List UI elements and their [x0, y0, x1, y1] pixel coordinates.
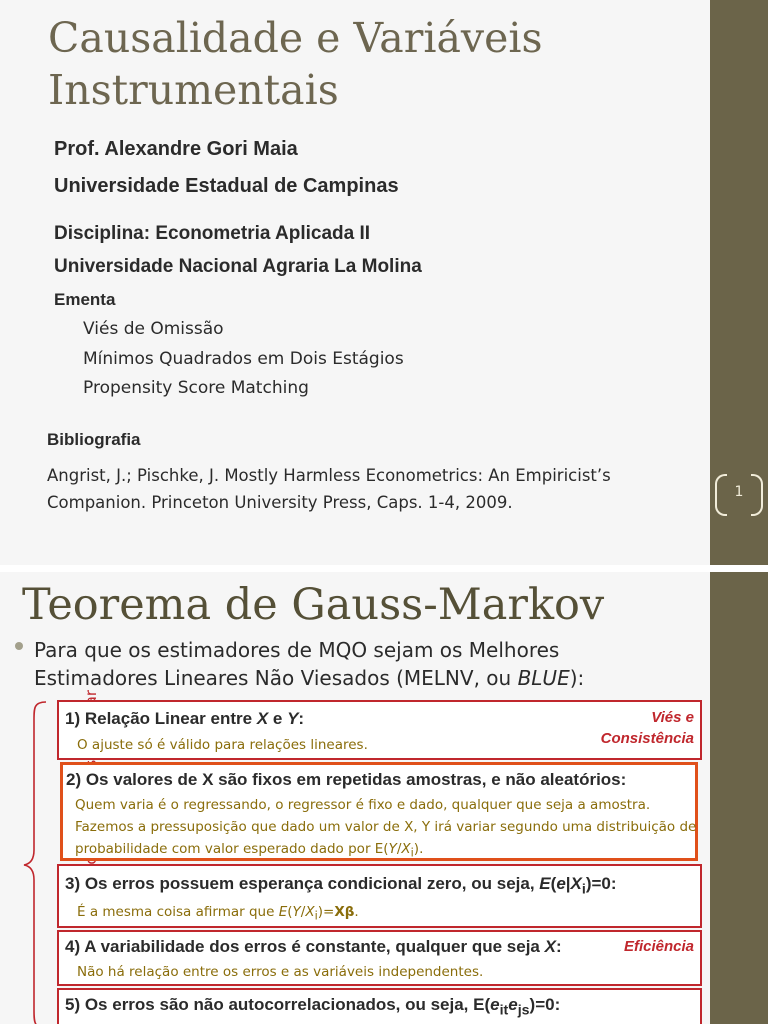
- vies-label-line-1: Viés e: [651, 709, 694, 726]
- side-accent-bar: [710, 572, 768, 1024]
- discipline-name: Disciplina: Econometria Aplicada II: [54, 223, 371, 244]
- page-number-badge: [715, 474, 763, 514]
- bullet-dot-icon: [15, 642, 23, 650]
- eficiencia-label: Eficiência: [623, 938, 694, 955]
- ementa-item: Viés de Omissão: [83, 319, 224, 339]
- subscript-i: i: [410, 846, 414, 860]
- ementa-item: Propensity Score Matching: [83, 378, 309, 398]
- var-y: Y: [287, 709, 299, 728]
- bullet-line-2-text: Estimadores Lineares Não Viesados (MELNV, ou: [34, 666, 518, 690]
- assumption-3-sub-text: É a mesma coisa afirmar que: [77, 904, 279, 920]
- assumption-4-text: 4) A variabilidade dos erros é constante, qualquer que seja: [65, 937, 545, 956]
- vies-consistencia-label: [601, 707, 694, 749]
- expectation-e: E: [539, 874, 551, 893]
- paren-close-eq: )=: [317, 904, 335, 920]
- bullet-line-2: [34, 664, 654, 692]
- assumption-4-explanation: Não há relação entre os erros e as variáveis independentes.: [77, 964, 484, 980]
- ementa-label: Ementa: [54, 290, 116, 309]
- var-x: X: [256, 709, 269, 728]
- blue-acronym: BLUE: [517, 666, 570, 690]
- error-e: e: [556, 874, 566, 893]
- ementa-item: Mínimos Quadrados em Dois Estágios: [83, 349, 404, 369]
- slash: /: [300, 904, 306, 920]
- assumption-1-explanation: O ajuste só é válido para relações lineares.: [77, 737, 368, 753]
- bibliography-text: Angrist, J.; Pischke, J. Mostly Harmless Econometrics: An Empiricist’s Companion. Princeton University Press, Caps. 1-4, 2009.: [47, 466, 611, 512]
- subscript-i: i: [314, 909, 318, 923]
- subscript-js: js: [517, 1002, 530, 1019]
- var-x: X: [544, 937, 556, 956]
- slash: /: [396, 841, 402, 857]
- var-x: X: [305, 904, 315, 920]
- bullet-line-1: Para que os estimadores de MQO sejam os Melhores: [34, 638, 560, 662]
- assumption-3-end: )=0:: [585, 874, 617, 893]
- subscript-i: i: [581, 881, 586, 898]
- assumption-2-text: Quem varia é o regressando, o regressor é fixo e dado, qualquer que seja a amostra. Fazemos a pressuposição que dado um valor de X, Y irá variar segundo uma distribuição de probabilidade com valor esperado dado por E(: [75, 797, 697, 857]
- assumption-3-text: 3) Os erros possuem esperança condicional zero, ou seja,: [65, 874, 540, 893]
- vies-label-line-2: Consistência: [600, 730, 694, 747]
- var-x: X: [570, 874, 582, 893]
- slide-1-title: Causalidade e Variáveis Instrumentais: [48, 14, 543, 114]
- var-y: Y: [292, 904, 301, 920]
- assumption-2-end: ).: [413, 841, 424, 857]
- slide-2: [0, 572, 768, 1024]
- assumption-4-header: [65, 937, 562, 957]
- institution-name: Universidade Estadual de Campinas: [54, 175, 399, 197]
- period: .: [354, 904, 359, 920]
- slide-separator: [0, 565, 768, 572]
- assumption-5-text: 5) Os erros são não autocorrelacionados, ou seja, E(: [65, 995, 491, 1014]
- assumption-5-box: [57, 988, 702, 1024]
- assumption-4-colon: :: [555, 937, 562, 956]
- page-number: 1: [734, 484, 744, 500]
- assumption-3-header: [65, 874, 617, 897]
- bibliography-label: Bibliografia: [47, 430, 141, 449]
- assumption-3-explanation: [77, 904, 359, 923]
- assumption-1-text: 1) Relação Linear entre: [65, 709, 257, 728]
- paren-open: (: [550, 874, 557, 893]
- bullet-text: [34, 636, 654, 692]
- paren-open: (: [287, 904, 293, 920]
- x-beta: Xβ: [334, 904, 355, 920]
- var-y: Y: [388, 841, 397, 857]
- error-e: e: [508, 995, 518, 1014]
- assumption-2-box: [60, 762, 698, 861]
- error-e: e: [490, 995, 500, 1014]
- assumption-1-box: [57, 700, 702, 760]
- conditional-bar: |: [565, 874, 571, 893]
- slide-2-title: Teorema de Gauss-Markov: [22, 580, 605, 630]
- assumption-1-colon: :: [298, 709, 305, 728]
- assumption-5-end: )=0:: [529, 995, 561, 1014]
- assumption-2-header: 2) Os valores de X são fixos em repetidas amostras, e não aleatórios:: [66, 770, 627, 789]
- bullet-line-2-end: ):: [569, 666, 585, 690]
- author-name: Prof. Alexandre Gori Maia: [54, 138, 298, 160]
- assumption-5-header: [65, 995, 560, 1018]
- assumption-2-explanation: [75, 794, 700, 865]
- subscript-it: it: [499, 1002, 509, 1019]
- assumption-3-box: [57, 864, 702, 928]
- institution-2-name: Universidade Nacional Agraria La Molina: [54, 256, 422, 277]
- assumption-1-conj: e: [268, 709, 288, 728]
- expectation-e: E: [278, 904, 288, 920]
- assumption-1-header: [65, 709, 304, 729]
- curly-brace-icon: [22, 700, 48, 1024]
- assumption-4-box: [57, 930, 702, 986]
- var-x: X: [401, 841, 411, 857]
